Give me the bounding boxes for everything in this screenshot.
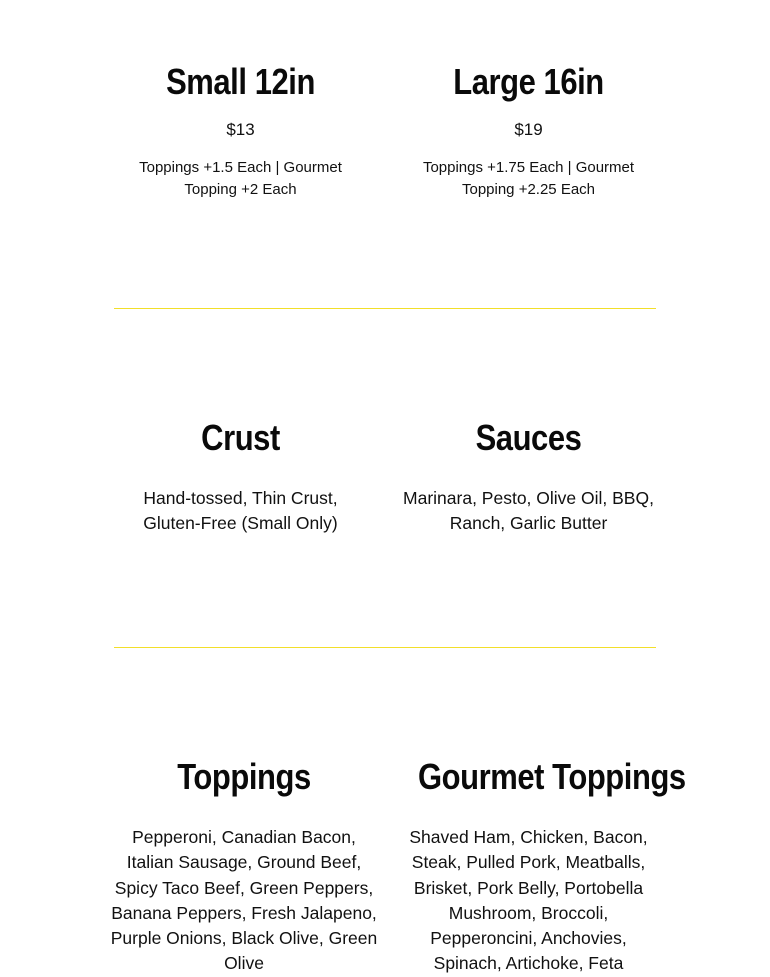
sauces-section — [400, 416, 657, 537]
size-card-small — [114, 60, 367, 201]
crust-title: Crust — [201, 417, 280, 458]
toppings-section — [110, 755, 378, 977]
section-divider — [114, 308, 656, 309]
gourmet-toppings-section — [400, 755, 686, 977]
crust-section — [114, 416, 367, 537]
toppings-list: Pepperoni, Canadian Bacon, Italian Sausage, Ground Beef, Spicy Taco Beef, Green Peppers, Banana Peppers, Fresh Jalapeno, Purple Onions, Black Olive, Green Olive — [110, 827, 378, 974]
size-title: Small 12in — [166, 61, 315, 102]
sauces-title: Sauces — [475, 417, 582, 458]
size-card-large — [400, 60, 657, 201]
sauces-options: Marinara, Pesto, Olive Oil, BBQ, Ranch, Garlic Butter — [403, 488, 654, 534]
toppings-title: Toppings — [177, 756, 311, 797]
size-note: Toppings +1.5 Each | Gourmet Topping +2 Each — [139, 159, 342, 198]
gourmet-toppings-title: Gourmet Toppings — [417, 756, 686, 797]
crust-options: Hand-tossed, Thin Crust, Gluten-Free (Small Only) — [143, 488, 338, 534]
gourmet-toppings-list: Shaved Ham, Chicken, Bacon, Steak, Pulled Pork, Meatballs, Brisket, Pork Belly, Portobella Mushroom, Broccoli, Pepperoncini, Anchovies, Spinach, Artichoke, Feta — [409, 827, 648, 974]
size-price: $19 — [514, 120, 543, 139]
size-note: Toppings +1.75 Each | Gourmet Topping +2.25 Each — [422, 159, 635, 198]
size-price: $13 — [226, 120, 255, 139]
size-title: Large 16in — [453, 61, 604, 102]
section-divider — [114, 647, 656, 648]
